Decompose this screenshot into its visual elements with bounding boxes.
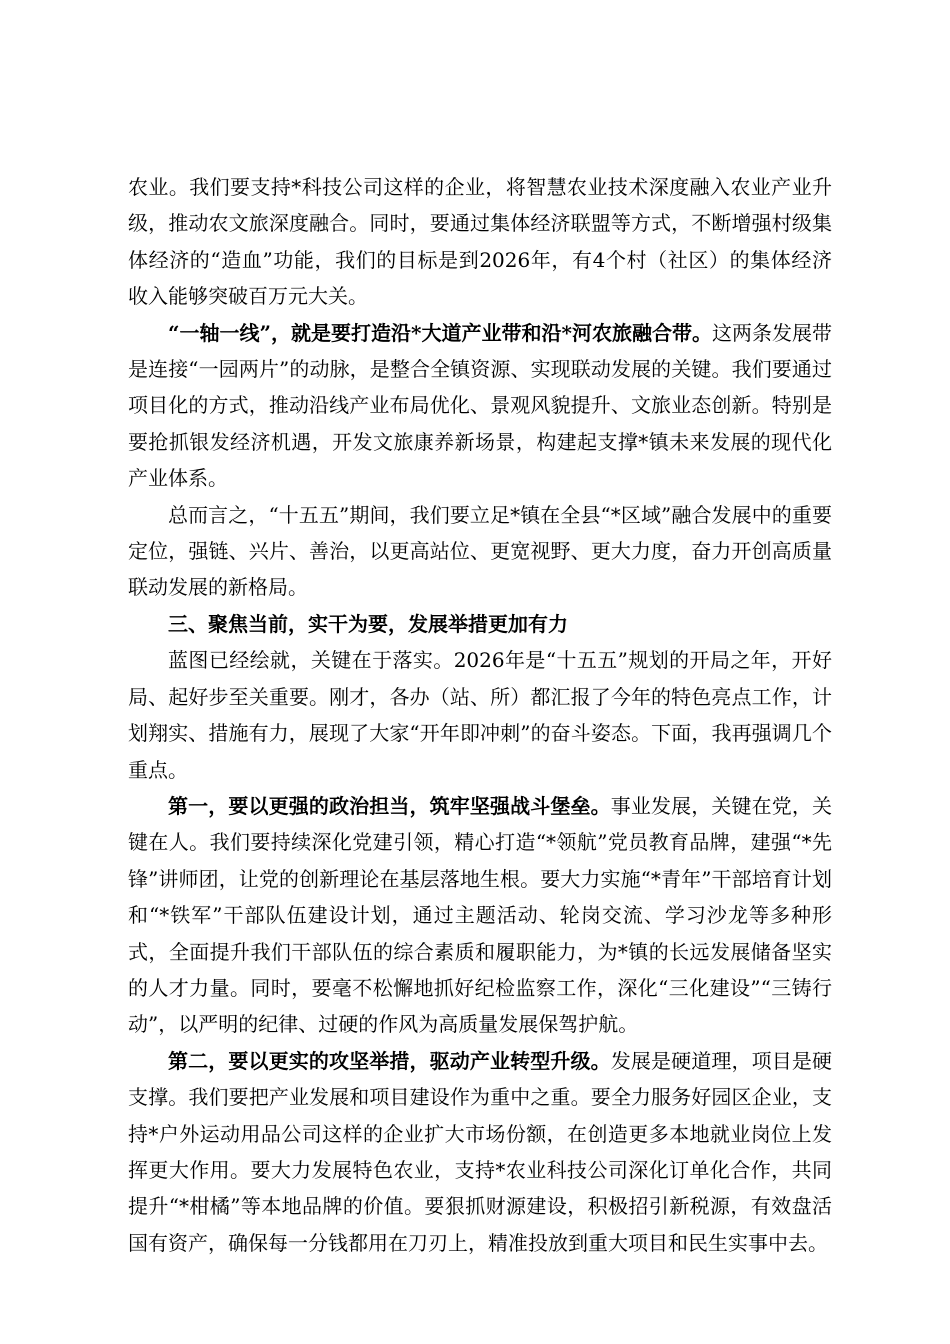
paragraph-lead-bold: 第一，要以更强的政治担当，筑牢坚强战斗堡垒。 <box>168 793 611 818</box>
paragraph-text: 发展是硬道理，项目是硬支撑。我们要把产业发展和项目建设作为重中之重。要全力服务好园区企业，支持*户外运动用品公司这样的企业扩大市场份额，在创造更多本地就业岗位上发挥更大作用。要大力发展特色农业，支持*农业科技公司深化订单化合作，共同提升“*柑橘”等本地品牌的价值。要狠抓财源建设，积极招引新税源，有效盘活国有资产，确保每一分钱都用在刀刃上，精准投放到重大项目和民生实事中去。 <box>128 1048 832 1255</box>
paragraph-text: 农业。我们要支持*科技公司这样的企业，将智慧农业技术深度融入农业产业升级，推动农文旅深度融合。同时，要通过集体经济联盟等方式，不断增强村级集体经济的“造血”功能，我们的目标是到2026年，有4个村（社区）的集体经济收入能够突破百万元大关。 <box>128 175 832 309</box>
paragraph-summary <box>128 497 832 606</box>
section-heading-text: 三、聚焦当前，实干为要，发展举措更加有力 <box>168 611 568 636</box>
paragraph-text: 蓝图已经绘就，关键在于落实。2026年是“十五五”规划的开局之年，开好局、起好步至关重要。刚才，各办（站、所）都汇报了今年的特色亮点工作，计划翔实、措施有力，展现了大家“开年即冲刺”的奋斗姿态。下面，我再强调几个重点。 <box>128 648 832 782</box>
paragraph-blueprint <box>128 642 832 788</box>
paragraph-lead-bold: 第二，要以更实的攻坚举措，驱动产业转型升级。 <box>168 1048 611 1073</box>
paragraph-lead-bold: “一轴一线”，就是要打造沿*大道产业带和沿*河农旅融合带。 <box>168 320 712 345</box>
paragraph-point-two <box>128 1043 832 1261</box>
paragraph-continued <box>128 169 832 315</box>
paragraph-point-one <box>128 788 832 1043</box>
section-heading-three <box>128 606 832 642</box>
paragraph-one-axis-one-line <box>128 315 832 497</box>
paragraph-text: 事业发展，关键在党，关键在人。我们要持续深化党建引领，精心打造“*领航”党员教育品牌，建强“*先锋”讲师团，让党的创新理论在基层落地生根。要大力实施“*青年”干部培育计划和“*铁军”干部队伍建设计划，通过主题活动、轮岗交流、学习沙龙等多种形式，全面提升我们干部队伍的综合素质和履职能力，为*镇的长远发展储备坚实的人才力量。同时，要毫不松懈地抓好纪检监察工作，深化“三化建设”“三铸行动”，以严明的纪律、过硬的作风为高质量发展保驾护航。 <box>128 793 832 1037</box>
paragraph-text: 总而言之，“十五五”期间，我们要立足*镇在全县“*区域”融合发展中的重要定位，强链、兴片、善治，以更高站位、更宽视野、更大力度，奋力开创高质量联动发展的新格局。 <box>128 502 832 600</box>
paragraph-text: 这两条发展带是连接“一园两片”的动脉，是整合全镇资源、实现联动发展的关键。我们要通过项目化的方式，推动沿线产业布局优化、景观风貌提升、文旅业态创新。特别是要抢抓银发经济机遇，开发文旅康养新场景，构建起支撑*镇未来发展的现代化产业体系。 <box>128 320 832 491</box>
document-body <box>128 169 832 1261</box>
